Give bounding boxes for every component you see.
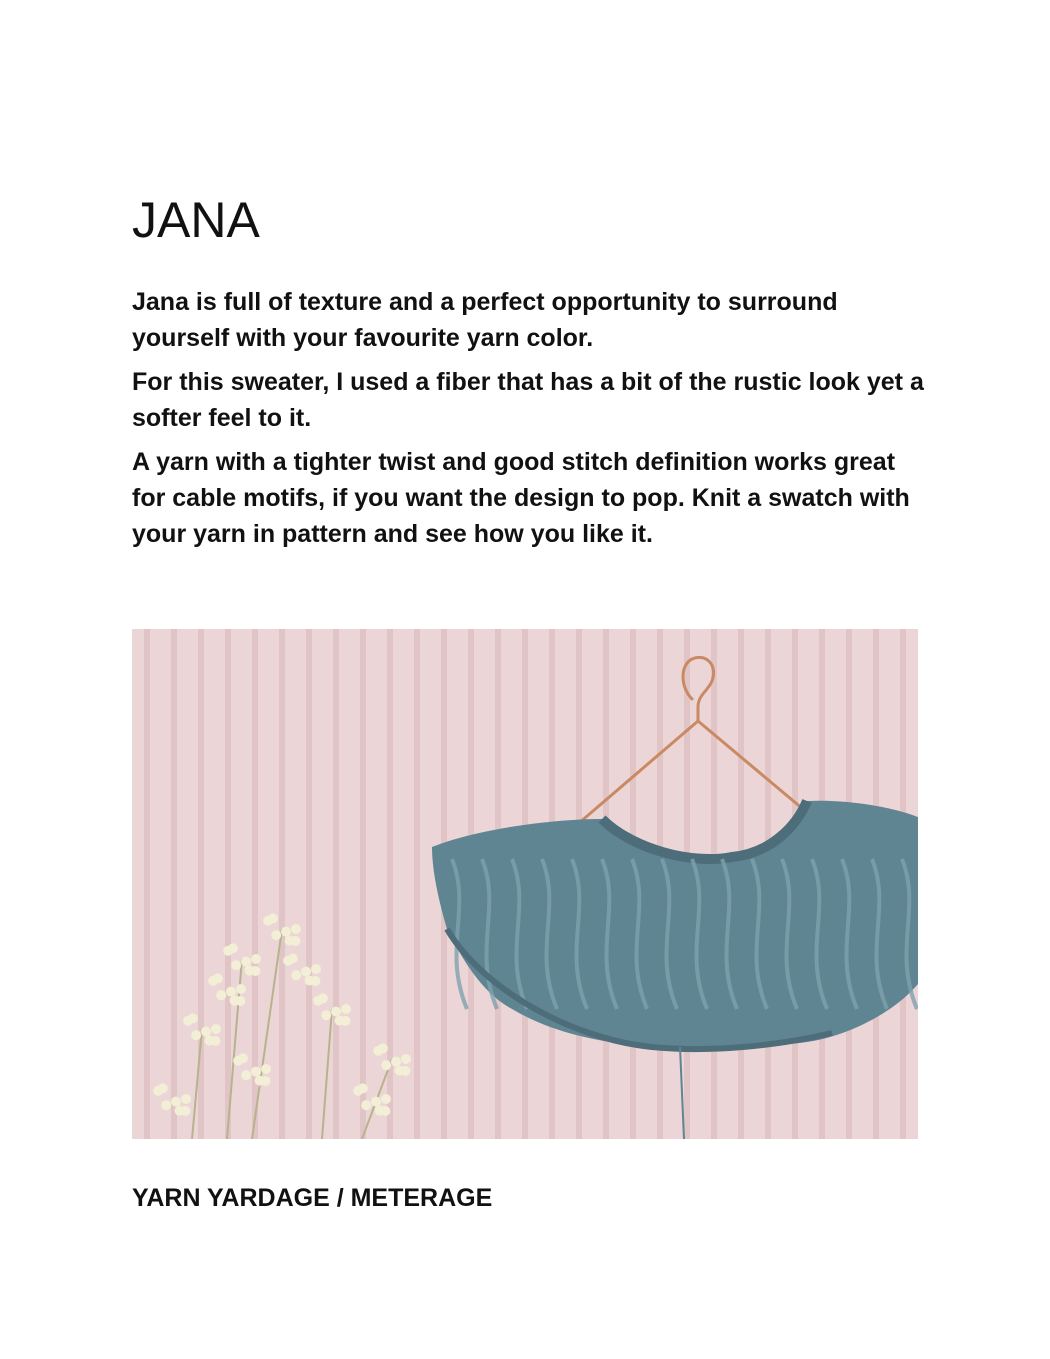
wall-slat [360,629,366,1139]
flower-blossom [318,993,328,1003]
flower-blossom [341,1004,351,1014]
flower-blossom [310,976,320,986]
wall-slat [306,629,312,1139]
flower-blossom [250,966,260,976]
flower-blossom [228,943,238,953]
intro-paragraph-2: For this sweater, I used a fiber that has a bit of the rustic look yet a softer feel to it. [132,368,924,432]
wall-slat [414,629,420,1139]
sweater-photo [132,629,918,1139]
flower-blossom [241,1070,251,1080]
flower-blossom [251,954,261,964]
flower-blossom [331,1007,341,1017]
flower-blossom [371,1097,381,1107]
page-title: JANA [132,192,260,248]
intro-paragraph-1: Jana is full of texture and a perfect opportunity to surround yourself with your favourite yarn color. [132,288,838,352]
flower-blossom [391,1057,401,1067]
flower-blossom [241,957,251,967]
flower-blossom [231,960,241,970]
intro-paragraph-3: A yarn with a tighter twist and good stitch definition works great for cable motifs, if you want the design to pop. Knit a swatch with your yarn in pattern and see how you like it. [132,448,910,548]
flower-blossom [213,973,223,983]
flower-blossom [180,1106,190,1116]
flower-blossom [268,913,278,923]
wall-slat [225,629,231,1139]
flower-blossom [211,1024,221,1034]
flower-blossom [281,927,291,937]
flower-blossom [235,996,245,1006]
flower-blossom [191,1030,201,1040]
flower-blossom [378,1043,388,1053]
flower-blossom [181,1094,191,1104]
wall-slat [279,629,285,1139]
wall-slat [252,629,258,1139]
flower-blossom [381,1094,391,1104]
section-heading-yarn-yardage: YARN YARDAGE / METERAGE [132,1184,493,1212]
flower-blossom [236,984,246,994]
flower-blossom [260,1076,270,1086]
flower-blossom [290,936,300,946]
flower-blossom [361,1100,371,1110]
flower-blossom [188,1013,198,1023]
flower-blossom [291,924,301,934]
flower-blossom [401,1054,411,1064]
flower-blossom [311,964,321,974]
flower-blossom [271,930,281,940]
wall-slat [171,629,177,1139]
flower-blossom [340,1016,350,1026]
flower-blossom [158,1083,168,1093]
flower-blossom [171,1097,181,1107]
flower-blossom [291,970,301,980]
flower-blossom [358,1083,368,1093]
flower-blossom [380,1106,390,1116]
flower-blossom [210,1036,220,1046]
flower-blossom [216,990,226,1000]
wall-slat [144,629,150,1139]
flower-blossom [226,987,236,997]
wall-slat [333,629,339,1139]
flower-blossom [381,1060,391,1070]
flower-blossom [161,1100,171,1110]
flower-blossom [288,953,298,963]
flower-blossom [251,1067,261,1077]
flower-blossom [321,1010,331,1020]
intro-text [132,284,932,560]
flower-blossom [238,1053,248,1063]
flower-blossom [400,1066,410,1076]
flower-blossom [261,1064,271,1074]
flower-blossom [301,967,311,977]
flower-blossom [201,1027,211,1037]
